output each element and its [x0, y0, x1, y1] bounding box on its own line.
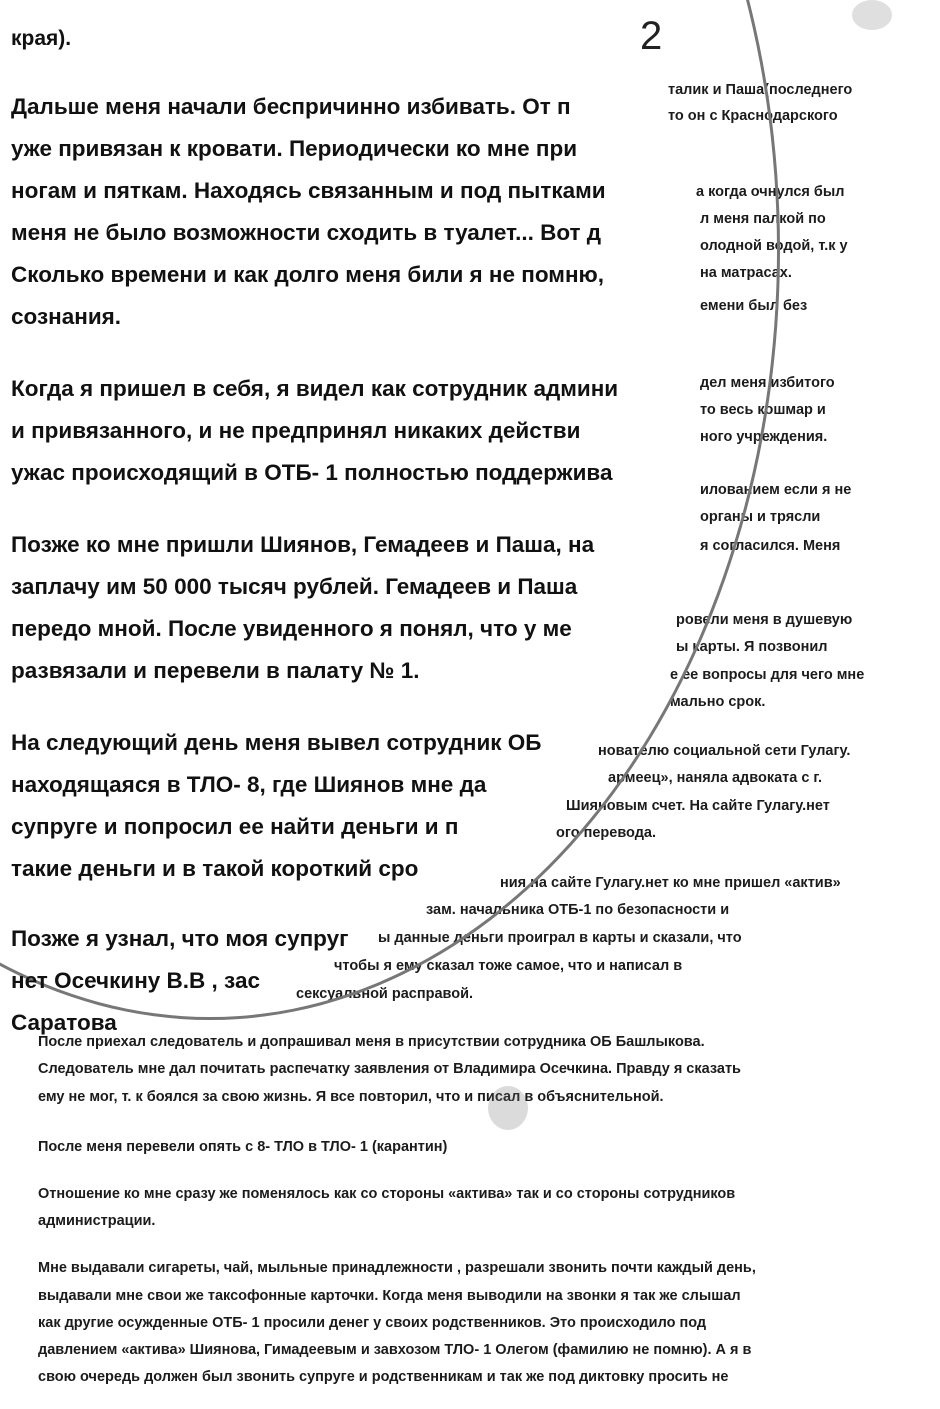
lens-marker: 2 — [640, 14, 663, 58]
right-line: ы данные деньги проиграл в карты и сказали, что — [378, 930, 742, 946]
text-line: и привязанного, и не предпринял никаких действи — [11, 418, 581, 443]
text-line: выдавали мне свои же таксофонные карточки. Когда меня выводили на звонки я так же слышал — [38, 1288, 741, 1304]
right-line: л меня палкой по — [700, 211, 826, 227]
text-line: супруге и попросил ее найти деньги и п — [11, 814, 459, 839]
text-line: свою очередь должен был звонить супруге и родственникам и так же под диктовку просить не — [38, 1369, 729, 1385]
right-line: илованием если я не — [700, 482, 852, 498]
right-line: органы и трясли — [700, 509, 821, 525]
right-line: то весь кошмар и — [700, 402, 826, 418]
text-line: передо мной. После увиденного я понял, что у ме — [11, 616, 572, 641]
right-line: ровели меня в душевую — [676, 612, 853, 628]
text-line: Позже я узнал, что моя супруг — [11, 926, 349, 951]
text-line: После меня перевели опять с 8- ТЛО в ТЛО- 1 (карантин) — [38, 1139, 448, 1155]
text-line: Когда я пришел в себя, я видел как сотрудник админи — [11, 376, 619, 401]
text-line: Дальше меня начали беспричинно избивать. От п — [11, 94, 571, 119]
right-line: талик и Паша(последнего — [668, 82, 853, 98]
right-line: а когда очнулся был — [696, 184, 845, 200]
text-line: развязали и перевели в палату № 1. — [11, 658, 420, 683]
text-line: меня не было возможности сходить в туалет... Вот д — [11, 220, 602, 245]
right-line: ы карты. Я позвонил — [676, 639, 828, 655]
text-line: Саратова — [11, 1010, 117, 1035]
text-line: сознания. — [11, 304, 122, 329]
text-line: Следователь мне дал почитать распечатку заявления от Владимира Осечкина. Правду я сказать — [38, 1061, 741, 1077]
right-line: емени был без — [700, 298, 808, 314]
text-line: Позже ко мне пришли Шиянов, Гемадеев и Паша, на — [11, 532, 595, 557]
right-line: дел меня избитого — [700, 375, 835, 391]
right-line: зам. начальника ОТБ-1 по безопасности и — [426, 902, 730, 918]
text-line: После приехал следователь и допрашивал меня в присутствии сотрудника ОБ Башлыкова. — [38, 1034, 705, 1050]
right-line: ного учреждения. — [700, 429, 828, 445]
text-line: администрации. — [38, 1213, 156, 1229]
text-line: заплачу им 50 000 тысяч рублей. Гемадеев и Паша — [11, 574, 578, 599]
right-line: то он с Краснодарского — [668, 108, 838, 124]
text-line: такие деньги и в такой короткий сро — [11, 856, 419, 881]
right-line: мально срок. — [670, 694, 766, 710]
right-line: чтобы я ему сказал тоже самое, что и написал в — [334, 958, 683, 974]
text-line: Отношение ко мне сразу же поменялось как со стороны «актива» так и со стороны сотрудников — [38, 1186, 736, 1202]
text-line: как другие осужденные ОТБ- 1 просили денег у своих родственников. Это происходило под — [38, 1315, 707, 1331]
text-line: находящаяся в ТЛО- 8, где Шиянов мне да — [11, 772, 487, 797]
text-line: Мне выдавали сигареты, чай, мыльные принадлежности , разрешали звонить почти каждый день, — [38, 1260, 756, 1276]
text-line: ужас происходящий в ОТБ- 1 полностью поддержива — [11, 460, 613, 485]
text-line: ему не мог, т. к боялся за свою жизнь. Я все повторил, что и писал в объяснительной. — [38, 1089, 664, 1105]
right-line: нователю социальной сети Гулагу. — [598, 743, 851, 759]
text-line: На следующий день меня вывел сотрудник ОБ — [11, 730, 542, 755]
right-line: е ее вопросы для чего мне — [670, 667, 865, 683]
right-line: олодной водой, т.к у — [700, 238, 848, 254]
right-line: ого перевода. — [556, 825, 657, 841]
text-line: Сколько времени и как долго меня били я не помню, — [11, 262, 605, 287]
text-line: давлением «актива» Шиянова, Гимадеевым и завхозом ТЛО- 1 Олегом (фамилию не помню). А я в — [38, 1342, 752, 1358]
right-line: армеец», наняла адвоката с г. — [608, 770, 823, 786]
right-line: я согласился. Меня — [700, 538, 841, 554]
text-line: ногам и пяткам. Находясь связанным и под пытками — [11, 178, 606, 203]
right-line: на матрасах. — [700, 265, 792, 281]
right-line: ния на сайте Гулагу.нет ко мне пришел «актив» — [500, 875, 841, 891]
text-line: нет Осечкину В.В , зас — [11, 968, 260, 993]
right-line: Шияновым счет. На сайте Гулагу.нет — [566, 798, 830, 814]
text-line: уже привязан к кровати. Периодически ко мне при — [11, 136, 578, 161]
text-line: края). — [11, 27, 72, 50]
right-line: сексуальной расправой. — [296, 986, 474, 1002]
